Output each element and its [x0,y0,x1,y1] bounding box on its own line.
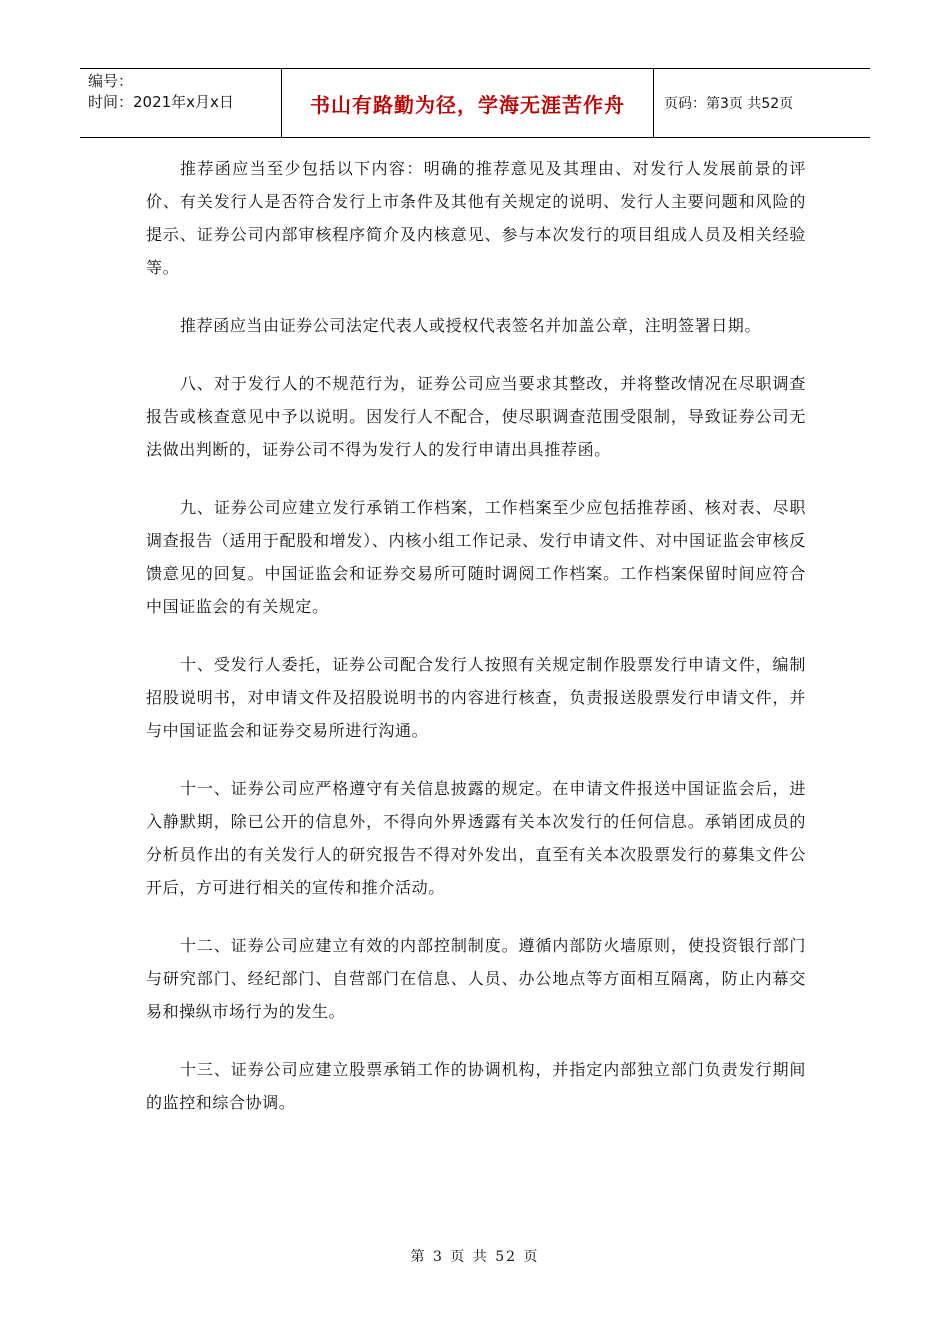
time-label: 时间：2021年x月x日 [88,93,234,111]
paragraph: 十一、证券公司应严格遵守有关信息披露的规定。在申请文件报送中国证监会后，进入静默期，除已公开的信息外，不得向外界透露有关本次发行的任何信息。承销团成员的分析员作出的有关发行人的研究报告不得对外发出，直至有关本次股票发行的募集文件公开后，方可进行相关的宣传和推介活动。 [146,779,806,897]
header-page-info: 页码：第3页 共52页 [664,96,794,112]
header-motto: 书山有路勤为径，学海无涯苦作舟 [282,69,654,137]
header-meta [80,69,282,137]
paragraph: 九、证券公司应建立发行承销工作档案，工作档案至少应包括推荐函、核对表、尽职调查报告（适用于配股和增发）、内核小组工作记录、发行申请文件、对中国证监会审核反馈意见的回复。中国证监会和证券交易所可随时调阅工作档案。工作档案保留时间应符合中国证监会的有关规定。 [146,498,806,616]
page-footer: 第 3 页 共 52 页 [410,1249,540,1265]
paragraph: 十三、证券公司应建立股票承销工作的协调机构，并指定内部独立部门负责发行期间的监控和综合协调。 [146,1060,806,1112]
paragraph: 八、对于发行人的不规范行为，证券公司应当要求其整改，并将整改情况在尽职调查报告或核查意见中予以说明。因发行人不配合，使尽职调查范围受限制，导致证券公司无法做出判断的，证券公司不得为发行人的发行申请出具推荐函。 [146,374,806,459]
paragraph: 推荐函应当由证券公司法定代表人或授权代表签名并加盖公章，注明签署日期。 [180,316,762,335]
number-label: 编号： [88,72,134,90]
paragraph: 十、受发行人委托，证券公司配合发行人按照有关规定制作股票发行申请文件，编制招股说明书，对申请文件及招股说明书的内容进行核查，负责报送股票发行申请文件，并与中国证监会和证券交易所进行沟通。 [146,655,806,740]
paragraph: 推荐函应当至少包括以下内容：明确的推荐意见及其理由、对发行人发展前景的评价、有关发行人是否符合发行上市条件及其他有关规定的说明、发行人主要问题和风险的提示、证券公司内部审核程序简介及内核意见、参与本次发行的项目组成人员及相关经验等。 [146,159,806,277]
document-body [146,152,806,1144]
paragraph: 十二、证券公司应建立有效的内部控制制度。遵循内部防火墙原则，使投资银行部门与研究部门、经纪部门、自营部门在信息、人员、办公地点等方面相互隔离，防止内幕交易和操纵市场行为的发生。 [146,936,806,1021]
document-header [80,68,870,138]
